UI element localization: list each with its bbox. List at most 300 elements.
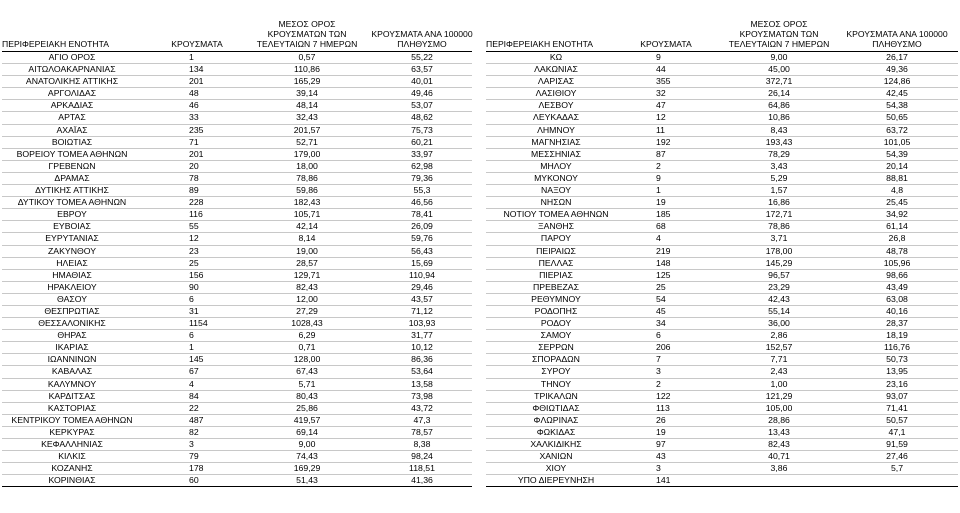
table-row bbox=[486, 318, 958, 330]
avg7-cell: 8,43 bbox=[770, 124, 788, 135]
per100k-cell: 59,76 bbox=[411, 233, 433, 244]
avg7-cell: 2,86 bbox=[770, 330, 788, 341]
avg7-cell: 36,00 bbox=[768, 318, 790, 329]
table-row bbox=[486, 125, 958, 137]
avg7-cell: 0,57 bbox=[298, 52, 316, 62]
header-avg7 bbox=[252, 19, 362, 49]
per100k-cell: 50,57 bbox=[886, 414, 908, 425]
avg7-cell: 105,00 bbox=[765, 402, 793, 413]
region-cell: ΑΙΤΩΛΟΑΚΑΡΝΑΝΙΑΣ bbox=[28, 64, 116, 75]
avg7-cell: 165,29 bbox=[293, 76, 321, 87]
table-row bbox=[2, 318, 472, 330]
region-cell: ΦΘΙΩΤΙΔΑΣ bbox=[532, 402, 580, 413]
cases-cell: 219 bbox=[656, 245, 671, 256]
per100k-cell: 26,8 bbox=[888, 233, 906, 244]
avg7-cell: 64,86 bbox=[768, 100, 790, 111]
region-cell: ΚΑΡΔΙΤΣΑΣ bbox=[48, 390, 96, 401]
per100k-cell: 55,3 bbox=[413, 185, 431, 196]
per100k-cell: 43,57 bbox=[411, 293, 433, 304]
table-row bbox=[2, 233, 472, 245]
per100k-cell: 93,07 bbox=[886, 390, 908, 401]
region-cell: ΧΙΟΥ bbox=[545, 463, 567, 474]
header-avg7 bbox=[724, 19, 834, 49]
header-avg7-line2: ΚΡΟΥΣΜΑΤΩΝ ΤΩΝ bbox=[267, 29, 347, 39]
per100k-cell: 110,94 bbox=[409, 269, 435, 280]
per100k-cell: 54,38 bbox=[886, 100, 908, 111]
region-cell: ΠΙΕΡΙΑΣ bbox=[539, 269, 573, 280]
per100k-cell: 10,12 bbox=[411, 342, 433, 353]
avg7-cell: 52,71 bbox=[296, 136, 318, 147]
table-row bbox=[486, 173, 958, 185]
cases-cell: 235 bbox=[189, 124, 204, 135]
header-per100k-line1: ΚΡΟΥΣΜΑΤΑ ΑΝΑ 100000 bbox=[846, 29, 948, 39]
region-cell: ΜΗΛΟΥ bbox=[540, 160, 572, 171]
table-row bbox=[2, 197, 472, 209]
avg7-cell: 26,14 bbox=[768, 88, 790, 99]
left-table-header bbox=[2, 13, 472, 52]
per100k-cell: 48,62 bbox=[411, 112, 433, 123]
avg7-cell: 105,71 bbox=[293, 209, 321, 220]
table-row bbox=[486, 342, 958, 354]
cases-cell: 60 bbox=[189, 475, 199, 486]
cases-cell: 9 bbox=[656, 172, 661, 183]
per100k-cell: 43,72 bbox=[411, 402, 433, 413]
avg7-cell: 18,00 bbox=[296, 160, 318, 171]
avg7-cell: 172,71 bbox=[765, 209, 793, 220]
cases-cell: 32 bbox=[656, 88, 666, 99]
left-table-body bbox=[2, 52, 472, 487]
avg7-cell: 7,71 bbox=[770, 354, 788, 365]
avg7-cell: 23,29 bbox=[768, 281, 790, 292]
region-cell: ΣΕΡΡΩΝ bbox=[538, 342, 574, 353]
table-row bbox=[2, 306, 472, 318]
per100k-cell: 60,21 bbox=[411, 136, 433, 147]
cases-cell: 97 bbox=[656, 439, 666, 449]
per100k-cell: 29,46 bbox=[411, 281, 433, 292]
avg7-cell: 12,00 bbox=[296, 293, 318, 304]
region-cell: ΚΟΡΙΝΘΙΑΣ bbox=[48, 475, 96, 486]
right-table-body bbox=[486, 52, 958, 487]
region-cell: ΚΩ bbox=[549, 52, 563, 62]
table-row bbox=[2, 76, 472, 88]
cases-cell: 79 bbox=[189, 451, 199, 462]
avg7-cell: 74,43 bbox=[296, 451, 318, 462]
table-row bbox=[2, 221, 472, 233]
per100k-cell: 79,36 bbox=[411, 172, 433, 183]
cases-cell: 9 bbox=[656, 52, 661, 62]
cases-cell: 156 bbox=[189, 269, 204, 280]
region-cell: ΠΕΛΛΑΣ bbox=[538, 257, 574, 268]
avg7-cell: 82,43 bbox=[296, 281, 318, 292]
cases-cell: 20 bbox=[189, 160, 199, 171]
table-row bbox=[2, 137, 472, 149]
table-row bbox=[486, 451, 958, 463]
table-row bbox=[486, 185, 958, 197]
cases-cell: 1 bbox=[189, 52, 194, 62]
cases-cell: 201 bbox=[189, 148, 204, 159]
table-row bbox=[486, 427, 958, 439]
avg7-cell: 28,86 bbox=[768, 414, 790, 425]
per100k-cell: 55,22 bbox=[411, 52, 433, 62]
cases-cell: 206 bbox=[656, 342, 671, 353]
cases-cell: 68 bbox=[656, 221, 666, 232]
table-row bbox=[486, 197, 958, 209]
per100k-cell: 28,37 bbox=[886, 318, 908, 329]
table-row bbox=[486, 282, 958, 294]
per100k-cell: 4,8 bbox=[890, 185, 904, 196]
table-row bbox=[2, 354, 472, 366]
left-table bbox=[2, 13, 472, 487]
region-cell: ΛΑΣΙΘΙΟΥ bbox=[535, 88, 577, 99]
avg7-cell: 372,71 bbox=[765, 76, 793, 87]
avg7-cell: 82,43 bbox=[768, 439, 790, 449]
region-cell: ΝΗΣΩΝ bbox=[540, 197, 572, 208]
table-row bbox=[486, 415, 958, 427]
table-row bbox=[2, 391, 472, 403]
per100k-cell: 71,12 bbox=[411, 305, 433, 316]
cases-cell: 89 bbox=[189, 185, 199, 196]
cases-cell: 145 bbox=[189, 354, 204, 365]
cases-cell: 122 bbox=[656, 390, 671, 401]
avg7-cell: 51,43 bbox=[296, 475, 318, 486]
table-row bbox=[486, 161, 958, 173]
region-cell: ΙΚΑΡΙΑΣ bbox=[55, 342, 89, 353]
per100k-cell: 31,77 bbox=[411, 330, 433, 341]
region-cell: ΤΡΙΚΑΛΩΝ bbox=[534, 390, 578, 401]
per100k-cell: 71,41 bbox=[886, 402, 908, 413]
per100k-cell: 56,43 bbox=[411, 245, 433, 256]
cases-cell: 26 bbox=[656, 414, 666, 425]
header-per100k-line1: ΚΡΟΥΣΜΑΤΑ ΑΝΑ 100000 bbox=[371, 29, 473, 39]
region-cell: ΑΡΚΑΔΙΑΣ bbox=[50, 100, 94, 111]
table-row bbox=[2, 258, 472, 270]
per100k-cell: 13,95 bbox=[886, 366, 908, 377]
per100k-cell: 88,81 bbox=[886, 172, 908, 183]
header-avg7-line1: ΜΕΣΟΣ ΟΡΟΣ bbox=[278, 19, 336, 29]
cases-cell: 192 bbox=[656, 136, 671, 147]
region-cell: ΚΟΖΑΝΗΣ bbox=[51, 463, 93, 474]
per100k-cell: 78,41 bbox=[411, 209, 433, 220]
cases-cell: 4 bbox=[656, 233, 661, 244]
region-cell: ΣΠΟΡΑΔΩΝ bbox=[532, 354, 580, 365]
cases-cell: 113 bbox=[656, 402, 670, 413]
avg7-cell: 48,14 bbox=[296, 100, 318, 111]
table-row bbox=[2, 100, 472, 112]
table-row bbox=[486, 246, 958, 258]
cases-cell: 78 bbox=[189, 172, 199, 183]
cases-cell: 3 bbox=[656, 463, 661, 474]
avg7-cell: 78,86 bbox=[768, 221, 790, 232]
avg7-cell: 3,43 bbox=[770, 160, 788, 171]
table-row bbox=[2, 125, 472, 137]
avg7-cell: 1,00 bbox=[770, 378, 788, 389]
avg7-cell: 3,71 bbox=[770, 233, 788, 244]
table-row bbox=[486, 270, 958, 282]
cases-cell: 34 bbox=[656, 318, 666, 329]
per100k-cell: 124,86 bbox=[883, 76, 911, 87]
cases-cell: 1154 bbox=[189, 318, 208, 329]
cases-cell: 22 bbox=[189, 402, 199, 413]
region-cell: ΗΛΕΙΑΣ bbox=[56, 257, 88, 268]
region-cell: ΛΗΜΝΟΥ bbox=[537, 124, 575, 135]
table-row bbox=[486, 209, 958, 221]
region-cell: ΖΑΚΥΝΘΟΥ bbox=[48, 245, 96, 256]
avg7-cell: 42,43 bbox=[768, 293, 790, 304]
cases-cell: 201 bbox=[189, 76, 204, 87]
table-row bbox=[2, 270, 472, 282]
region-cell: ΠΕΙΡΑΙΩΣ bbox=[536, 245, 576, 256]
per100k-cell: 48,78 bbox=[886, 245, 908, 256]
table-row bbox=[2, 185, 472, 197]
per100k-cell: 63,72 bbox=[886, 124, 908, 135]
cases-cell: 31 bbox=[189, 305, 199, 316]
avg7-cell: 178,00 bbox=[765, 245, 793, 256]
cases-cell: 44 bbox=[656, 64, 666, 75]
cases-cell: 6 bbox=[189, 330, 194, 341]
region-cell: ΛΕΥΚΑΔΑΣ bbox=[533, 112, 579, 123]
table-row bbox=[486, 475, 958, 487]
avg7-cell: 419,57 bbox=[293, 414, 321, 425]
region-cell: ΛΑΡΙΣΑΣ bbox=[537, 76, 575, 87]
avg7-cell: 2,43 bbox=[770, 366, 788, 377]
table-row bbox=[486, 233, 958, 245]
table-row bbox=[2, 246, 472, 258]
avg7-cell: 39,14 bbox=[296, 88, 318, 99]
cases-cell: 12 bbox=[656, 112, 666, 123]
region-cell: ΕΥΡΥΤΑΝΙΑΣ bbox=[45, 233, 99, 244]
header-avg7-line3: ΤΕΛΕΥΤΑΙΩΝ 7 ΗΜΕΡΩΝ bbox=[256, 39, 358, 49]
table-row bbox=[2, 209, 472, 221]
table-row bbox=[2, 415, 472, 427]
region-cell: ΗΜΑΘΙΑΣ bbox=[52, 269, 92, 280]
header-avg7-line1: ΜΕΣΟΣ ΟΡΟΣ bbox=[750, 19, 808, 29]
table-row bbox=[486, 221, 958, 233]
cases-cell: 19 bbox=[656, 197, 666, 208]
per100k-cell: 63,08 bbox=[886, 293, 908, 304]
per100k-cell: 18,19 bbox=[886, 330, 908, 341]
cases-cell: 228 bbox=[189, 197, 204, 208]
region-cell: ΚΑΒΑΛΑΣ bbox=[51, 366, 93, 377]
avg7-cell: 78,86 bbox=[296, 172, 318, 183]
region-cell: ΚΕΦΑΛΛΗΝΙΑΣ bbox=[41, 439, 103, 449]
cases-cell: 84 bbox=[189, 390, 199, 401]
region-cell: ΓΡΕΒΕΝΩΝ bbox=[48, 160, 96, 171]
per100k-cell: 103,93 bbox=[408, 318, 436, 329]
avg7-cell: 0,71 bbox=[298, 342, 316, 353]
avg7-cell: 145,29 bbox=[765, 257, 793, 268]
avg7-cell: 55,14 bbox=[768, 305, 790, 316]
region-cell: ΒΟΡΕΙΟΥ ΤΟΜΕΑ ΑΘΗΝΩΝ bbox=[16, 148, 128, 159]
per100k-cell: 34,92 bbox=[886, 209, 908, 220]
header-cases: ΚΡΟΥΣΜΑΤΑ bbox=[171, 39, 223, 49]
region-cell: ΔΥΤΙΚΗΣ ΑΤΤΙΚΗΣ bbox=[35, 185, 109, 196]
region-cell: ΡΟΔΟΠΗΣ bbox=[534, 305, 578, 316]
cases-cell: 25 bbox=[656, 281, 666, 292]
per100k-cell: 8,38 bbox=[413, 439, 431, 449]
region-cell: ΘΗΡΑΣ bbox=[57, 330, 87, 341]
cases-cell: 43 bbox=[656, 451, 666, 462]
per100k-cell: 91,59 bbox=[886, 439, 908, 449]
region-cell: ΝΑΞΟΥ bbox=[541, 185, 571, 196]
region-cell: ΜΕΣΣΗΝΙΑΣ bbox=[531, 148, 581, 159]
cases-cell: 55 bbox=[189, 221, 199, 232]
table-row bbox=[486, 52, 958, 64]
per100k-cell: 46,56 bbox=[411, 197, 433, 208]
header-per100k bbox=[838, 29, 956, 49]
region-cell: ΚΑΛΥΜΝΟΥ bbox=[47, 378, 97, 389]
per100k-cell: 15,69 bbox=[411, 257, 433, 268]
avg7-cell: 40,71 bbox=[768, 451, 790, 462]
region-cell: ΕΥΒΟΙΑΣ bbox=[53, 221, 91, 232]
cases-cell: 4 bbox=[189, 378, 194, 389]
per100k-cell: 101,05 bbox=[883, 136, 911, 147]
region-cell: ΣΑΜΟΥ bbox=[540, 330, 572, 341]
avg7-cell: 8,14 bbox=[298, 233, 316, 244]
per100k-cell: 105,96 bbox=[883, 257, 911, 268]
region-cell: ΧΑΛΚΙΔΙΚΗΣ bbox=[530, 439, 582, 449]
per100k-cell: 116,76 bbox=[884, 342, 910, 353]
region-cell: ΑΓΙΟ ΟΡΟΣ bbox=[48, 52, 96, 62]
avg7-cell: 96,57 bbox=[768, 269, 790, 280]
header-per100k-line2: ΠΛΗΘΥΣΜΟ bbox=[397, 39, 447, 49]
table-row bbox=[486, 403, 958, 415]
region-cell: ΑΝΑΤΟΛΙΚΗΣ ΑΤΤΙΚΗΣ bbox=[25, 76, 119, 87]
header-per100k-line2: ΠΛΗΘΥΣΜΟ bbox=[872, 39, 922, 49]
per100k-cell: 20,14 bbox=[886, 160, 908, 171]
region-cell: ΥΠΟ ΔΙΕΡΕΥΝΗΣΗ bbox=[517, 475, 595, 486]
region-cell: ΑΡΓΟΛΙΔΑΣ bbox=[47, 88, 97, 99]
cases-cell: 23 bbox=[189, 245, 199, 256]
cases-cell: 355 bbox=[656, 76, 671, 87]
avg7-cell: 16,86 bbox=[768, 197, 790, 208]
cases-cell: 90 bbox=[189, 281, 199, 292]
cases-cell: 19 bbox=[656, 426, 666, 437]
avg7-cell: 45,00 bbox=[768, 64, 790, 75]
table-row bbox=[2, 173, 472, 185]
avg7-cell: 25,86 bbox=[296, 402, 318, 413]
per100k-cell: 61,14 bbox=[886, 221, 908, 232]
region-cell: ΘΕΣΣΑΛΟΝΙΚΗΣ bbox=[38, 318, 106, 329]
avg7-cell: 182,43 bbox=[293, 197, 321, 208]
table-row bbox=[486, 463, 958, 475]
region-cell: ΠΡΕΒΕΖΑΣ bbox=[533, 281, 579, 292]
table-row bbox=[2, 112, 472, 124]
per100k-cell: 43,49 bbox=[886, 281, 908, 292]
per100k-cell: 118,51 bbox=[409, 463, 435, 474]
avg7-cell: 13,43 bbox=[768, 426, 790, 437]
avg7-cell: 121,29 bbox=[765, 390, 793, 401]
header-cases: ΚΡΟΥΣΜΑΤΑ bbox=[640, 39, 692, 49]
table-row bbox=[486, 137, 958, 149]
cases-cell: 6 bbox=[656, 330, 661, 341]
region-cell: ΠΑΡΟΥ bbox=[540, 233, 572, 244]
per100k-cell: 75,73 bbox=[411, 124, 433, 135]
table-row bbox=[2, 64, 472, 76]
region-cell: ΚΕΝΤΡΙΚΟΥ ΤΟΜΕΑ ΑΘΗΝΩΝ bbox=[11, 414, 133, 425]
avg7-cell: 1028,43 bbox=[291, 318, 323, 329]
avg7-cell: 69,14 bbox=[296, 426, 318, 437]
per100k-cell: 42,45 bbox=[886, 88, 908, 99]
region-cell: ΚΑΣΤΟΡΙΑΣ bbox=[47, 402, 97, 413]
region-cell: ΗΡΑΚΛΕΙΟΥ bbox=[47, 281, 97, 292]
per100k-cell: 23,16 bbox=[886, 378, 908, 389]
cases-cell: 1 bbox=[189, 342, 194, 353]
per100k-cell: 41,36 bbox=[411, 475, 433, 486]
region-cell: ΜΥΚΟΝΟΥ bbox=[534, 172, 578, 183]
table-row bbox=[486, 330, 958, 342]
table-row bbox=[2, 366, 472, 378]
avg7-cell: 110,86 bbox=[294, 64, 320, 75]
region-cell: ΡΟΔΟΥ bbox=[540, 318, 572, 329]
per100k-cell: 47,3 bbox=[413, 414, 431, 425]
right-table-header bbox=[486, 13, 958, 52]
cases-cell: 25 bbox=[189, 257, 199, 268]
region-cell: ΜΑΓΝΗΣΙΑΣ bbox=[531, 136, 581, 147]
per100k-cell: 63,57 bbox=[411, 64, 433, 75]
per100k-cell: 40,01 bbox=[411, 76, 433, 87]
per100k-cell: 53,07 bbox=[411, 100, 433, 111]
per100k-cell: 49,46 bbox=[411, 88, 433, 99]
per100k-cell: 50,65 bbox=[886, 112, 908, 123]
cases-cell: 148 bbox=[656, 257, 671, 268]
cases-cell: 1 bbox=[656, 185, 661, 196]
header-per100k bbox=[367, 29, 477, 49]
table-row bbox=[2, 330, 472, 342]
per100k-cell: 27,46 bbox=[886, 451, 908, 462]
region-cell: ΧΑΝΙΩΝ bbox=[539, 451, 573, 462]
region-cell: ΘΕΣΠΡΩΤΙΑΣ bbox=[44, 305, 100, 316]
table-row bbox=[2, 439, 472, 451]
region-cell: ΑΡΤΑΣ bbox=[58, 112, 86, 123]
avg7-cell: 67,43 bbox=[296, 366, 318, 377]
avg7-cell: 28,57 bbox=[296, 257, 318, 268]
region-cell: ΔΥΤΙΚΟΥ ΤΟΜΕΑ ΑΘΗΝΩΝ bbox=[17, 197, 127, 208]
per100k-cell: 54,39 bbox=[886, 148, 908, 159]
table-row bbox=[2, 463, 472, 475]
table-row bbox=[486, 100, 958, 112]
table-row bbox=[486, 149, 958, 161]
cases-cell: 3 bbox=[189, 439, 194, 449]
avg7-cell: 78,29 bbox=[768, 148, 790, 159]
per100k-cell: 26,09 bbox=[411, 221, 433, 232]
region-cell: ΣΥΡΟΥ bbox=[541, 366, 571, 377]
cases-cell: 487 bbox=[189, 414, 204, 425]
header-avg7-line2: ΚΡΟΥΣΜΑΤΩΝ ΤΩΝ bbox=[739, 29, 819, 39]
cases-cell: 116 bbox=[189, 209, 203, 220]
avg7-cell: 27,29 bbox=[296, 305, 318, 316]
table-row bbox=[2, 475, 472, 487]
cases-cell: 46 bbox=[189, 100, 199, 111]
cases-cell: 3 bbox=[656, 366, 661, 377]
table-row bbox=[486, 366, 958, 378]
table-row bbox=[2, 451, 472, 463]
per100k-cell: 33,97 bbox=[411, 148, 433, 159]
avg7-cell: 1,57 bbox=[770, 185, 788, 196]
avg7-cell: 9,00 bbox=[770, 52, 788, 62]
avg7-cell: 10,86 bbox=[768, 112, 790, 123]
per100k-cell: 73,98 bbox=[411, 390, 433, 401]
per100k-cell: 25,45 bbox=[886, 197, 908, 208]
cases-cell: 45 bbox=[656, 305, 666, 316]
table-row bbox=[486, 64, 958, 76]
header-region: ΠΕΡΙΦΕΡΕΙΑΚΗ ΕΝΟΤΗΤΑ bbox=[2, 39, 109, 49]
avg7-cell: 201,57 bbox=[293, 124, 321, 135]
table-row bbox=[2, 282, 472, 294]
per100k-cell: 78,57 bbox=[411, 426, 433, 437]
avg7-cell: 9,00 bbox=[298, 439, 316, 449]
cases-cell: 12 bbox=[189, 233, 199, 244]
region-cell: ΚΙΛΚΙΣ bbox=[58, 451, 86, 462]
